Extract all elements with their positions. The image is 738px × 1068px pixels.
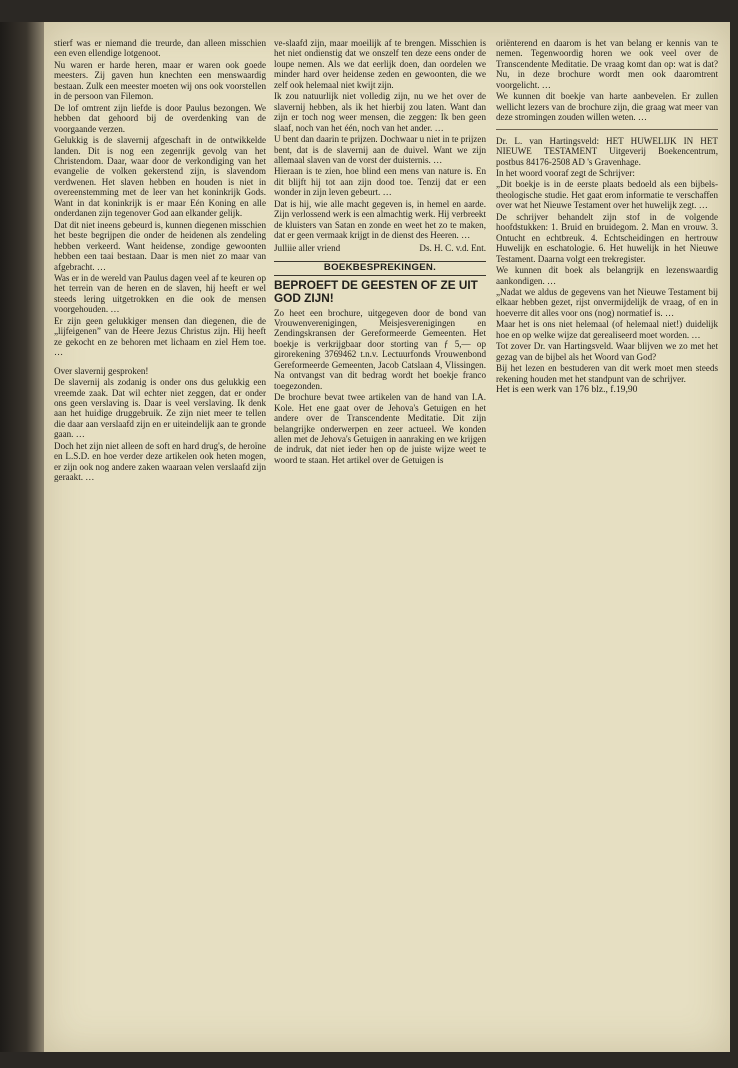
subheading: Over slavernij gesproken! (54, 365, 149, 376)
column-right (496, 38, 718, 1038)
column-left (54, 38, 266, 1038)
author-signature: Ds. H. C. v.d. Ent. (419, 242, 486, 253)
paragraph: We kunnen dit boek als belangrijk en lezenswaardig aankondigen. … (496, 265, 718, 286)
closing: Julliie aller vriend (274, 242, 341, 253)
signature-line (274, 243, 486, 253)
paragraph: U bent dan daarin te prijzen. Dochwaar u niet in te prijzen bent, dat is de slavernij aan de duivel. Want we zijn allemaal slaven van de vorst der duisternis. … (274, 134, 486, 165)
paragraph: Zo heet een brochure, uitgegeven door de bond van Vrouwenverenigingen, Meisjesverenigingen en Zendingskransen der Gereformeerde Gemeenten. Het boekje is verkrijgbaar door storting van ƒ 5,— op girorekening 3769462 t.n.v. Lectuurfonds Vrouwenbond Gereformeerde Gemeenten, Jacob Catslaan 4, Vlissingen. Na ontvangst van dit bedrag wordt het boekje franco toegezonden. (274, 307, 486, 391)
paragraph: Gelukkig is de slavernij afgeschaft in de ontwikkelde landen. Dit is nog een zegenrijk gevolg van het Christendom. Daar, waar door de verkondiging van het evangelie de volken gekerstend zijn, is slavendom verdwenen. Het slaven hebben en houden is niet in overeenstemming met de leer van het koninkrijk Gods. Want in dat koninkrijk is er maar Eén Koning en alle onderdanen zijn tegenover God aan elkander gelijk. (54, 135, 266, 219)
paragraph: Er zijn geen gelukkiger mensen dan diegenen, die de „lijfeigenen” van de Heere Jezus Christus zijn. Hij heeft ze gekocht en ze behoren met lichaam en ziel Hem toe. … (54, 315, 266, 358)
review-heading: Dr. L. van Hartingsveld: HET HUWELIJK IN HET NIEUWE TESTAMENT Uitgeverij Boekencentrum, postbus 84176-2508 AD 's Gravenhage. (496, 135, 718, 167)
paragraph: „Dit boekje is in de eerste plaats bedoeld als een bijbels-theologische studie. Het gaat erom informatie te verschaffen over wat het Nieuwe Testament over het huwelijk zegt. … (496, 179, 718, 211)
paragraph: Was er in de wereld van Paulus dagen veel af te keuren op het terrein van de heren en de slaven, hij heeft er wel steeds lering uitgetrokken en die ook de mensen voorgehouden. … (54, 272, 266, 315)
paragraph: We kunnen dit boekje van harte aanbevelen. Er zullen wellicht lezers van de brochure zijn, die graag wat meer van deze stromingen zouden willen weten. … (496, 91, 718, 123)
paragraph: Doch het zijn niet alleen de soft en hard drug's, de heroïne en L.S.D. en hoe verder deze artikelen ook heten mogen, er zijn ook nog andere zaken waaraan velen verslaafd zijn geraakt. … (54, 440, 266, 483)
paragraph: „Nadat we aldus de gegevens van het Nieuwe Testament bij elkaar hebben gezet, rijst onvermijdelijk de vraag, of en in hoeverre dit alles voor ons (nog) normatief is. … (496, 286, 718, 318)
paragraph: Ik zou natuurlijk niet volledig zijn, nu we het over de slavernij hebben, als ik het hierbij zou laten. Want dan zijn er toch nog weer mensen, die zeggen: Ik ben geen slaaf, noch van het één, noch van het ander. … (274, 91, 486, 133)
paragraph: Tot zover Dr. van Hartingsveld. Waar blijven we zo met het gezag van de bijbel als het Woord van God? (496, 341, 718, 362)
paragraph: Maar het is ons niet helemaal (of helemaal niet!) duidelijk hoe en op welke wijze dat gerealiseerd moet worden. … (496, 319, 718, 340)
paragraph: oriënterend en daarom is het van belang er kennis van te nemen. Tegenwoordig horen we ook veel over de Transcendente Meditatie. De vraag komt dan op: wat is dat? Nu, in deze brochure wordt men ook daaromtrent voorgelicht. … (496, 38, 718, 90)
paragraph: De schrijver behandelt zijn stof in de volgende hoofdstukken: 1. Bruid en bruidegom. 2. Man en vrouw. 3. Ontucht en echtbreuk. 4. Echtscheidingen en hertrouw Huwelijk en eschatologie. 6. Het huwelijk in het Nieuwe Testament. Daarna volgt een trekregister. (496, 211, 718, 264)
paragraph: De lof omtrent zijn liefde is door Paulus bezongen. We hebben dat gehoord bij de overdenking van de voorgaande verzen. (54, 102, 266, 134)
paragraph: Dat dit niet ineens gebeurd is, kunnen diegenen misschien het beste begrijpen die onder de heidenen als zendeling hebben verkeerd. Want heidense, zondige gewoonten hebben een taai bestaan. Daar is men niet zo maar van afgebracht. … (54, 219, 266, 272)
price-note: Het is een werk van 176 blz., f.19,90 (496, 384, 638, 396)
binding-gutter (0, 22, 44, 1052)
review-title: BEPROEFT DE GEESTEN OF ZE UIT GOD ZIJN! (274, 277, 478, 305)
paragraph: Dat is hij, wie alle macht gegeven is, in hemel en aarde. Zijn verlossend werk is een almachtig werk. Hij verbreekt de kluisters van Satan en zonde en weet het zo te maken, dat er geen vermaak krijgt in de dienst des Heeren. … (274, 198, 486, 241)
paragraph: In het woord vooraf zegt de Schrijver: (496, 167, 635, 178)
column-middle (274, 38, 486, 1038)
divider (496, 129, 718, 130)
newspaper-page (44, 22, 730, 1052)
paragraph: Hieraan is te zien, hoe blind een mens van nature is. En dit blijft hij tot aan zijn dood toe. Tenzij dat er een wonder in zijn leven gebeurt. … (274, 166, 486, 198)
paragraph: ve-slaafd zijn, maar moeilijk af te brengen. Misschien is het niet ondienstig dat we onszelf ten deze eens onder de loupe nemen. Als we dat eerlijk doen, dan oordelen we minder hard over heidense zeden en gewoonten, die we zelf ook helemaal niet kwijt zijn. (274, 38, 486, 90)
paragraph: De slavernij als zodanig is onder ons dus gelukkig een vreemde zaak. Dat wil echter niet zeggen, dat er onder ons geen verslaving is. Daar is veel verslaving. Ik denk aan het huidige druggebruik. Ze zijn niet meer te tellen die daar aan verslaafd zijn en er uiteindelijk aan te gronde gaan. … (54, 377, 266, 440)
paragraph: Nu waren er harde heren, maar er waren ook goede meesters. Zij gaven hun knechten een menswaardig bestaan. Zulk een meester moeten wij ons ook voorstellen in de persoon van Filemon. (54, 59, 266, 102)
section-label: BOEKBESPREKINGEN. (274, 261, 486, 275)
paragraph: De brochure bevat twee artikelen van de hand van I.A. Kole. Het ene gaat over de Jehova's Getuigen en het andere over de Transcendente Meditatie. Dit zijn belangrijke onderwerpen en zeer actueel. We konden allen met de Jehova's Getuigen in aanraking en we krijgen de indruk, dat niet ieder hen op de juiste wijze weet te woord te staan. Het artikel over de Getuigen is (274, 392, 486, 465)
paragraph: Bij het lezen en bestuderen van dit werk moet men steeds rekening houden met het standpunt van de schrijver. (496, 363, 718, 384)
paragraph: stierf was er niemand die treurde, dan alleen misschien een even ellendige lotgenoot. (54, 38, 266, 59)
